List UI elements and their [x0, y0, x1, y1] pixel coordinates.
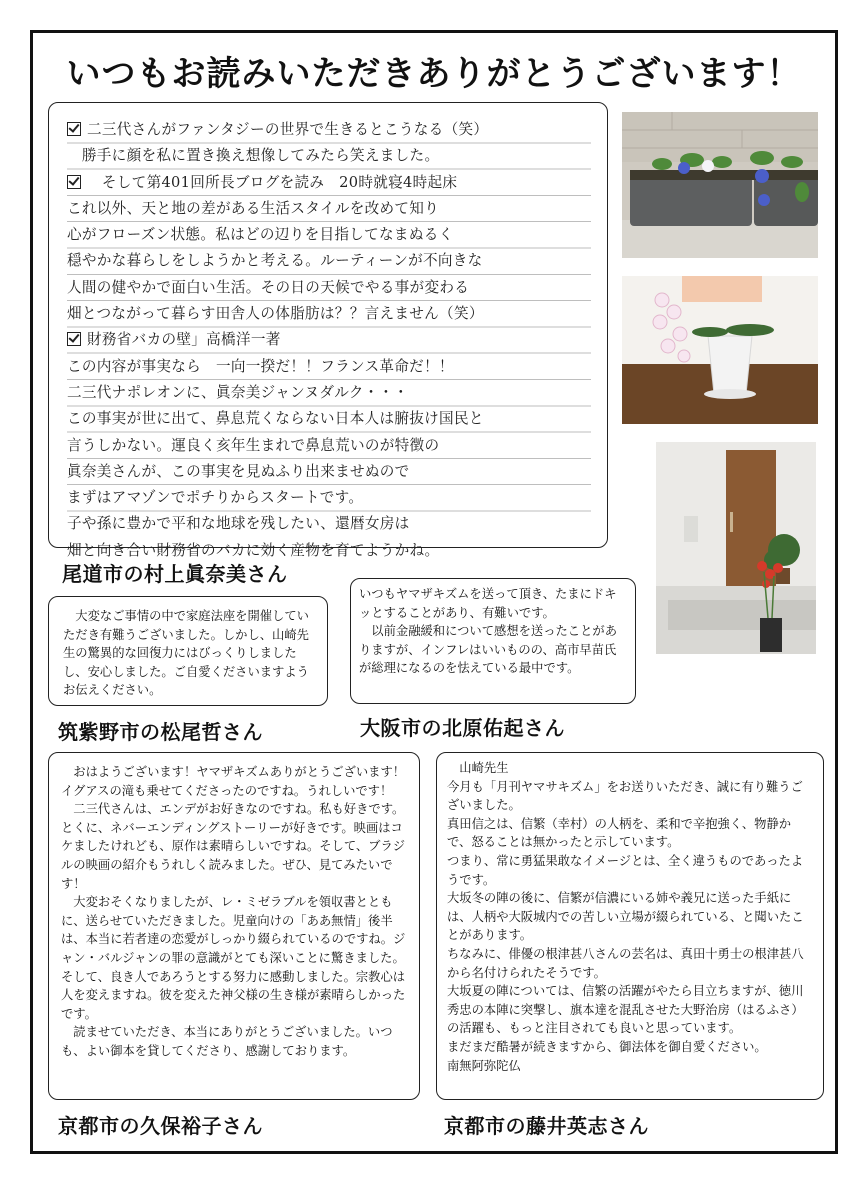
letter-line-text: この事実が世に出て、鼻息荒くならない日本人は腑抜け国民と	[67, 410, 484, 428]
letter-line-text: 勝手に顔を私に置き換え想像してみたら笑えました。	[67, 147, 440, 165]
letter-line	[67, 327, 591, 353]
letter-line	[67, 222, 591, 248]
letter-line-text: これ以外、天と地の差がある生活スタイルを改めて知り	[67, 199, 440, 217]
letter-line	[67, 301, 591, 327]
letter-line-text: 畑と向き合い財務省のバカに効く産物を育てようかね。	[67, 541, 440, 559]
kubo-message: おはようございます！ヤマザキズムありがとうございます！イグアスの滝も乗せてくださったのですね。うれしいです！ 二三代さんは、エンデがお好きなのですね。私も好きです。とくに、ネバーエンディングストーリーが好きです。映画はコケましたけれども、原作は素晴らしいですね。そして、ブラジルの映画の紹介もうれしく読みました。ぜひ、見てみたいです！ 大変おそくなりましたが、レ・ミゼラブルを領収書とともに、送らせていただきました。児童向けの「ああ無情」後半は、本当に若者達の恋愛がしっかり綴られているのですね。ジャン・バルジャンの罪の意識がとても深いことに驚きました。そして、良き人であろうとする努力に感動しました。宗教心は人を変えますね。彼を変えた神父様の生き様が素晴らしかったです。 読ませていただき、本当にありがとうございました。いつも、よい御本を貸してくださり、感謝しております。	[61, 765, 406, 1058]
page-headline: いつもお読みいただきありがとうございます！	[66, 54, 802, 94]
fujii-message: 山崎先生 今月も「月刊ヤマサキズム」をお送りいただき、誠に有り難うございました。 真田信之は、信繁（幸村）の人柄を、柔和で辛抱強く、物静かで、怒ることは無かったと示しています。 つまり、常に勇猛果敢なイメージとは、全く違うものであったようです。 大坂冬の陣の後に、信繁が信濃にいる姉や義兄に送った手紙には、人柄や大阪城内での苦しい立場が綴られている、と聞いたことがあります。 ちなみに、俳優の根津甚八さんの芸名は、真田十勇士の根津甚八から名付けられたそうです。 大坂夏の陣については、信繁の活躍がやたら目立ちますが、徳川秀忠の本陣に突撃し、旗本達を混乱させた大野治房（はるふさ）の活躍も、もっと注目されても良いと思っています。 まだまだ酷暑が続きますから、御法体を御自愛ください。 南無阿弥陀仏	[447, 761, 804, 1073]
name-fujii: 京都市の藤井英志さん	[444, 1114, 649, 1138]
letter-line	[67, 143, 591, 169]
letter-box-kubo	[48, 752, 420, 1100]
photo-morning-glory-planter	[622, 112, 818, 258]
kitahara-message: いつもヤマザキズムを送って頂き、たまにドキッとすることがあり、有難いです。 以前金融緩和について感想を送ったことがありますが、インフレはいいものの、高市早苗氏が総理になるのを怯えている最中です。	[359, 587, 617, 676]
letter-line	[67, 380, 591, 406]
letter-line	[67, 459, 591, 485]
letter-line-text: 二三代ナポレオンに、眞奈美ジャンヌダルク・・・	[67, 383, 409, 401]
letter-line-text: まずはアマゾンでポチりからスタートです。	[67, 489, 364, 507]
letter-box-matsuo	[48, 596, 328, 706]
name-kitahara: 大阪市の北原佑起さん	[360, 716, 565, 740]
letter-line-text: 言うしかない。運良く亥年生まれで鼻息荒いのが特徴の	[67, 436, 440, 454]
photo-entrance-door	[656, 442, 816, 654]
letter-line-text: 財務省バカの壁」高橋洋一著	[87, 331, 281, 349]
name-matsuo: 筑紫野市の松尾哲さん	[58, 720, 263, 744]
letter-line	[67, 485, 591, 511]
checkbox-mark-icon	[67, 175, 81, 189]
letter-box-kitahara	[350, 578, 636, 704]
checkbox-mark-icon	[67, 332, 81, 346]
letter-line-text: 人間の健やかで面白い生活。その日の天候でやる事が変わる	[67, 278, 470, 296]
letter-line-text: 二三代さんがファンタジーの世界で生きるとこうなる（笑）	[87, 121, 489, 138]
handwritten-letter	[48, 102, 608, 559]
letter-line-text: そして第401回所長ブログを読み 20時就寝4時起床	[87, 173, 458, 191]
letter-line	[67, 275, 591, 301]
letter-lines	[67, 117, 591, 564]
letter-line	[67, 354, 591, 380]
matsuo-message: 大変なご事情の中で家庭法座を開催していただき有難うございました。しかし、山崎先生の驚異的な回復力にはびっくりしましたし、安心しました。ご自愛くださいますようお伝えください。	[63, 609, 309, 698]
name-murakami: 尾道市の村上眞奈美さん	[62, 562, 288, 586]
letter-line	[67, 196, 591, 222]
letter-line-text: この内容が事実なら 一向一揆だ！！フランス革命だ！！	[67, 357, 454, 375]
letter-line	[67, 511, 591, 537]
letter-line	[67, 117, 591, 143]
letter-line-text: 心がフローズン状態。私はどの辺りを目指してなまぬるく	[67, 226, 454, 244]
checkbox-mark-icon	[67, 122, 81, 136]
letter-line-text: 畑とつながって暮らす田舎人の体脂肪は？？言えません（笑）	[67, 305, 484, 323]
letter-line	[67, 170, 591, 196]
letter-line	[67, 406, 591, 432]
letter-box-fujii	[436, 752, 824, 1100]
letter-line	[67, 433, 591, 459]
photo-orchid-pot	[622, 276, 818, 424]
letter-line-text: 眞奈美さんが、この事実を見ぬふり出来ませぬので	[67, 462, 410, 480]
letter-line-text: 穏やかな暮らしをしようかと考える。ルーティーンが不向きな	[67, 252, 483, 270]
letter-line	[67, 248, 591, 274]
letter-line-text: 子や孫に豊かで平和な地球を残したい、還暦女房は	[67, 515, 410, 533]
name-kubo: 京都市の久保裕子さん	[58, 1114, 263, 1138]
